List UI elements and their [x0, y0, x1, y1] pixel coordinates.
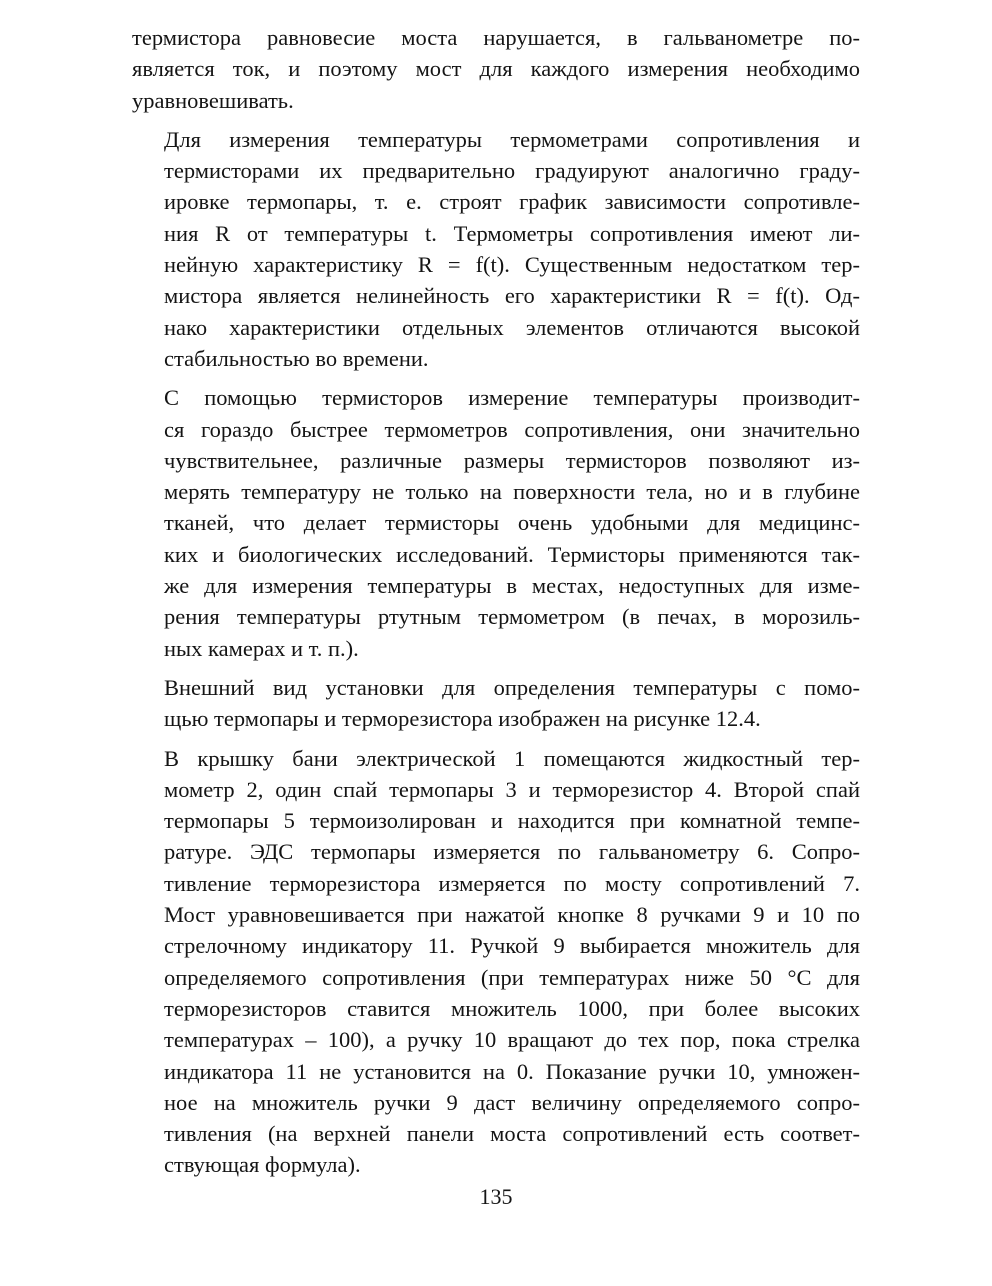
text-line: Внешний вид установки для определения температуры с помо- — [164, 674, 860, 700]
text-line: В крышку бани электрической 1 помещаются жидкостный тер- — [164, 745, 860, 771]
text-line: тканей, что делает термисторы очень удобными для медицинс- — [164, 510, 860, 536]
text-line: мерять температуру не только на поверхности тела, но и в глубине — [164, 479, 860, 505]
paragraph — [132, 672, 860, 735]
text-line: температурах – 100), а ручку 10 вращают до тех пор, пока стрелка — [164, 1027, 860, 1053]
text-line: определяемого сопротивления (при температурах ниже 50 °С для — [164, 964, 860, 990]
text-line: является ток, и поэтому мост для каждого измерения необходимо — [132, 56, 860, 82]
body-text — [132, 22, 860, 1181]
text-line: ратуре. ЭДС термопары измеряется по гальванометру 6. Сопро- — [164, 839, 860, 865]
text-line: ствующая формула). — [164, 1152, 361, 1178]
paragraph — [132, 743, 860, 1181]
paragraph — [132, 124, 860, 374]
text-line: мометр 2, один спай термопары 3 и терморезистор 4. Второй спай — [164, 776, 860, 802]
paragraph — [132, 382, 860, 664]
paragraph — [132, 22, 860, 116]
text-line: щью термопары и терморезистора изображен на рисунке 12.4. — [164, 706, 761, 732]
text-line: нейную характеристику R = f(t). Существенным недостатком тер- — [164, 252, 860, 278]
text-line: же для измерения температуры в местах, недоступных для изме- — [164, 573, 860, 599]
text-line: рения температуры ртутным термометром (в печах, в морозиль- — [164, 604, 860, 630]
text-line: стабильностью во времени. — [164, 345, 429, 371]
text-line: С помощью термисторов измерение температуры производит- — [164, 385, 860, 411]
page-number: 135 — [479, 1184, 513, 1209]
text-line: ких и биологических исследований. Термисторы применяются так- — [164, 541, 860, 567]
text-line: индикатора 11 не установится на 0. Показание ручки 10, умножен- — [164, 1058, 860, 1084]
text-line: тивление терморезистора измеряется по мосту сопротивлений 7. — [164, 870, 860, 896]
text-line: тивления (на верхней панели моста сопротивлений есть соответ- — [164, 1121, 860, 1147]
text-line: термисторами их предварительно градуируют аналогично граду- — [164, 158, 860, 184]
text-line: Мост уравновешивается при нажатой кнопке 8 ручками 9 и 10 по — [164, 902, 860, 928]
text-line: ся гораздо быстрее термометров сопротивления, они значительно — [164, 416, 860, 442]
text-line: стрелочному индикатору 11. Ручкой 9 выбирается множитель для — [164, 933, 860, 959]
text-line: нако характеристики отдельных элементов отличаются высокой — [164, 314, 860, 340]
text-line: мистора является нелинейность его характеристики R = f(t). Од- — [164, 283, 860, 309]
text-line: уравновешивать. — [132, 87, 294, 113]
text-line: ное на множитель ручки 9 даст величину определяемого сопро- — [164, 1089, 860, 1115]
text-line: Для измерения температуры термометрами сопротивления и — [164, 126, 860, 152]
text-line: ния R от температуры t. Термометры сопротивления имеют ли- — [164, 220, 860, 246]
text-line: ных камерах и т. п.). — [164, 635, 359, 661]
text-line: термопары 5 термоизолирован и находится при комнатной темпе- — [164, 808, 860, 834]
text-line: чувствительнее, различные размеры термисторов позволяют из- — [164, 447, 860, 473]
text-line: терморезисторов ставится множитель 1000, при более высоких — [164, 995, 860, 1021]
text-line: ировке термопары, т. е. строят график зависимости сопротивле- — [164, 189, 860, 215]
text-line: термистора равновесие моста нарушается, в гальванометре по- — [132, 25, 860, 50]
